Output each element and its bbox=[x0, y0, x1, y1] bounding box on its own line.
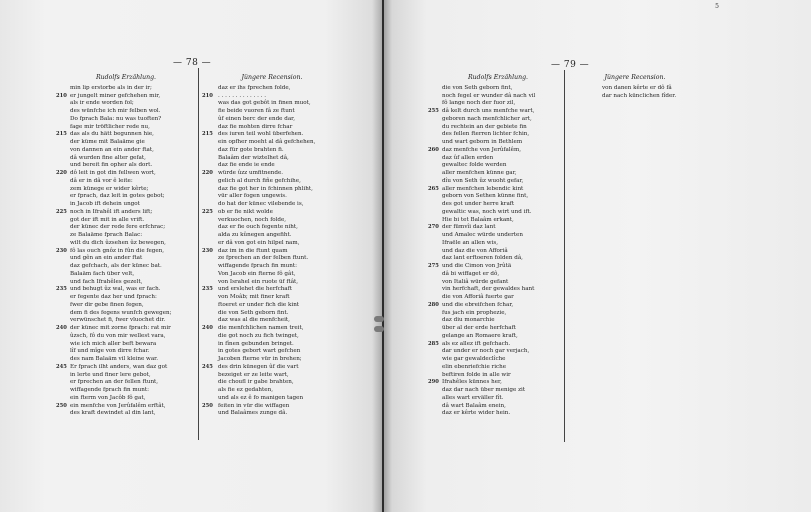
verse-text: daz diu monarchie bbox=[442, 317, 495, 324]
verse-line bbox=[428, 310, 568, 318]
verse-text: dô leit in got din fellwen wort, bbox=[70, 170, 156, 176]
line-number: 255 bbox=[428, 108, 439, 114]
verse-text: fô lange noch der fuor zil, bbox=[442, 100, 516, 107]
verse-line bbox=[428, 348, 568, 356]
verse-text: daz menfche von Jerûfalêm, bbox=[442, 146, 522, 153]
verse-line bbox=[56, 348, 196, 356]
verse-text: gelange an Romaere kraft, bbox=[442, 332, 518, 339]
verse-line bbox=[56, 271, 196, 279]
verse-line bbox=[202, 286, 338, 294]
line-number: 270 bbox=[428, 224, 439, 231]
verse-line bbox=[590, 93, 680, 101]
verse-text: daz gefchach, als der künec bat. bbox=[70, 263, 162, 269]
verse-text: dâ er in dâ vor ê leite: bbox=[70, 177, 133, 184]
line-number: 210 bbox=[202, 92, 213, 99]
verse-line bbox=[56, 310, 196, 318]
verse-line bbox=[56, 317, 196, 325]
verse-line bbox=[56, 387, 196, 395]
line-number: 245 bbox=[56, 363, 67, 370]
verse-line bbox=[428, 162, 568, 170]
verse-text: Von Jacob ein fterne fô gât, bbox=[218, 270, 296, 277]
line-number: 230 bbox=[56, 247, 67, 254]
line-number: 225 bbox=[56, 208, 67, 215]
verse-text: der künec der rede fere erfchrac; bbox=[70, 224, 166, 231]
verse-line bbox=[56, 302, 196, 310]
verse-line bbox=[56, 232, 196, 240]
verse-text: wie gar gewaldeclîche bbox=[442, 356, 506, 362]
verse-line bbox=[202, 131, 338, 139]
verse-text: daz im in die ftunt quam bbox=[218, 247, 288, 254]
verse-line bbox=[206, 240, 338, 248]
line-number: 285 bbox=[428, 340, 439, 347]
verse-line bbox=[206, 193, 338, 201]
verse-line bbox=[428, 170, 568, 178]
verse-line bbox=[202, 247, 338, 256]
verse-line bbox=[206, 294, 338, 302]
verse-text: und erslehet die herfchaft bbox=[218, 286, 292, 293]
verse-text: Balaâm der wiztelhet dâ, bbox=[218, 154, 289, 161]
line-number: 290 bbox=[428, 379, 439, 386]
column-rudolf-right bbox=[428, 74, 568, 418]
verse-line bbox=[428, 379, 568, 387]
verse-line bbox=[56, 372, 196, 380]
verse-line bbox=[56, 333, 196, 341]
verse-text: des iuren teil wohl überfehen. bbox=[218, 131, 304, 138]
verse-text: du rechtein an der gebiete fin bbox=[442, 123, 527, 130]
verse-line bbox=[56, 139, 196, 147]
verse-line bbox=[202, 363, 338, 372]
verse-line bbox=[206, 356, 338, 364]
verse-line bbox=[428, 193, 568, 201]
verse-line bbox=[206, 178, 338, 186]
verse-line bbox=[56, 209, 196, 217]
verse-text: elin ebenriefchie riche bbox=[442, 363, 507, 370]
verse-text: Do fprach Bala: nu was tuoften? bbox=[70, 115, 162, 122]
verse-line bbox=[206, 348, 338, 356]
verse-line bbox=[56, 170, 196, 178]
verse-line bbox=[206, 317, 338, 325]
verse-text: fô las ouch gnôz in fûn die fegen, bbox=[70, 247, 165, 254]
verse-line bbox=[56, 217, 196, 225]
verse-text: der künec mit zorne fprach: rat mir bbox=[70, 325, 171, 331]
verse-text: würde ûzz umfitnende. bbox=[218, 170, 284, 176]
page-number-left: — 78 — bbox=[173, 58, 212, 68]
verse-text: das als du hätt begunnen hie, bbox=[70, 131, 154, 138]
verse-text: fie beide vuoren fâ ze ftunt bbox=[218, 108, 295, 114]
verse-line bbox=[428, 317, 568, 325]
verse-text: verwünschet fi, fwer vluochet dir. bbox=[70, 317, 166, 324]
verse-text: noch fegel er wunder dâ nach vil bbox=[442, 92, 536, 99]
verse-line bbox=[428, 155, 568, 163]
verse-text: der fümvîi daz lant bbox=[442, 224, 496, 231]
verse-text: ob er fie nikt wolde bbox=[218, 208, 273, 215]
verse-line bbox=[428, 263, 568, 271]
verse-line bbox=[428, 395, 568, 403]
verse-text: wiffagende fprach fin munt: bbox=[70, 387, 149, 393]
line-number: 240 bbox=[202, 325, 213, 331]
verse-text: in lerte und finer lere gebot, bbox=[70, 371, 151, 378]
line-number: 230 bbox=[202, 247, 213, 254]
verse-text: in gotes gebort wart gefchen bbox=[218, 348, 301, 355]
verse-line bbox=[206, 124, 338, 132]
verse-text: ze Balaäme fprach Balac: bbox=[70, 232, 143, 238]
line-number: 240 bbox=[56, 325, 67, 331]
verse-text: er fegente daz her und fprach: bbox=[70, 294, 157, 300]
verse-text: daz dar nach über menige zit bbox=[442, 387, 526, 393]
verse-text: ein fterm von Jacôb fô gat, bbox=[70, 394, 146, 401]
verse-line bbox=[428, 232, 568, 240]
line-number: 260 bbox=[428, 146, 439, 153]
verse-line bbox=[56, 364, 196, 372]
verse-text: dâ wurden fine alter gefat, bbox=[70, 154, 146, 161]
verse-line bbox=[428, 201, 568, 209]
verse-line bbox=[206, 162, 338, 170]
verse-text: als fie ez gedahten, bbox=[218, 387, 273, 393]
verse-line bbox=[56, 155, 196, 163]
verse-text: wilt du dich ûzsehen ûz bewegen, bbox=[70, 239, 166, 246]
verse-line bbox=[206, 85, 338, 93]
line-number: 235 bbox=[56, 286, 67, 293]
verse-text: die choufl ir gabe brahten, bbox=[218, 379, 294, 386]
verse-line bbox=[428, 124, 568, 132]
verse-line bbox=[206, 139, 338, 147]
verse-line bbox=[206, 263, 338, 271]
verse-text: von Moâb; mit finer kraft bbox=[218, 294, 290, 300]
verse-line bbox=[206, 341, 338, 349]
verse-line bbox=[56, 201, 196, 209]
verse-line bbox=[428, 271, 568, 279]
verse-text: ze fprechen an der felben ftunt. bbox=[218, 255, 309, 262]
line-number: 280 bbox=[428, 301, 439, 308]
verse-text: die got noch zu fich twinget, bbox=[218, 332, 299, 339]
verse-line bbox=[56, 410, 196, 418]
verse-text: daz er kêrte wider hein. bbox=[442, 410, 511, 417]
verse-text: fus jach ein prophezie, bbox=[442, 309, 507, 316]
verse-text: er dâ von got ein hilpel nam, bbox=[218, 239, 300, 246]
verse-text: über al der erde herfchaft bbox=[442, 325, 516, 331]
verse-line bbox=[56, 240, 196, 248]
verse-line bbox=[56, 100, 196, 108]
verse-text: von dannen an ein ander ftat, bbox=[70, 146, 154, 153]
verse-line bbox=[56, 93, 196, 101]
verse-text: des fellen fterren lichter fchin, bbox=[442, 131, 530, 138]
verse-line bbox=[206, 201, 338, 209]
verse-text: von Israhel ein ruote üf ftât, bbox=[218, 278, 299, 285]
verse-line bbox=[56, 395, 196, 403]
verse-text: . . . . . . . . . . . . . . bbox=[218, 92, 267, 99]
verse-text: gewaltic was, noch wirt und ift. bbox=[442, 208, 532, 215]
verse-line bbox=[428, 356, 568, 364]
verse-line bbox=[206, 255, 338, 263]
verse-line bbox=[56, 224, 196, 232]
verse-line bbox=[428, 85, 568, 93]
line-number: 210 bbox=[56, 92, 67, 99]
verse-text: daz fie mohten dirre fchar bbox=[218, 123, 293, 130]
verse-line bbox=[428, 302, 568, 310]
verse-text: des kraft dewindet al din lant, bbox=[70, 410, 156, 417]
verse-text: und die ebreifchen fchar, bbox=[442, 301, 514, 308]
verse-line bbox=[428, 286, 568, 294]
verse-text: er fprach, daz leit in gotes gebot; bbox=[70, 193, 165, 200]
line-number: 225 bbox=[202, 208, 213, 215]
verse-text: er fprechen an der fellen ftunt, bbox=[70, 379, 159, 386]
verse-line bbox=[56, 108, 196, 116]
verse-text: und Balaâmes zunge dâ. bbox=[218, 410, 288, 417]
verse-text: vin herfchaft, der gewaldes hant bbox=[442, 286, 535, 293]
verse-line bbox=[206, 155, 338, 163]
page-number-right: — 79 — bbox=[551, 60, 590, 70]
verse-text: vür aller fogen ungewis. bbox=[218, 193, 287, 200]
verse-line bbox=[206, 100, 338, 108]
verse-line bbox=[206, 333, 338, 341]
verse-text: von Italiâ würde gefant bbox=[442, 278, 509, 285]
column-heading: Rudolfs Erzählung. bbox=[95, 74, 157, 81]
corner-mark: 5 bbox=[715, 3, 719, 10]
verse-line bbox=[56, 294, 196, 302]
verse-text: Hie bi tet Balaâm erkant, bbox=[442, 216, 514, 223]
verse-text: und daz die von Afforiâ bbox=[442, 247, 508, 254]
verse-text: daz fie ende ie ende bbox=[218, 162, 275, 169]
verse-text: Balaäm fach über velt, bbox=[70, 270, 135, 277]
verse-text: und gên an ein ander ftat bbox=[70, 255, 143, 262]
verse-line bbox=[206, 147, 338, 155]
verse-text: lîf und mîge von dirre fchar. bbox=[70, 348, 150, 355]
verse-line bbox=[428, 279, 568, 287]
verse-text: die von Afforiâ fuerte gar bbox=[442, 294, 514, 300]
verse-text: verkuochen, noch folde, bbox=[218, 216, 287, 223]
verse-text: in fînen gebunden bringet. bbox=[218, 340, 294, 347]
verse-text: was das got gebôt in finen muot, bbox=[218, 100, 311, 107]
verse-line bbox=[428, 100, 568, 108]
verse-line bbox=[206, 108, 338, 116]
line-number: 250 bbox=[202, 402, 213, 409]
verse-line bbox=[428, 387, 568, 395]
verse-text: und behugt ûz wal, was er fach. bbox=[70, 286, 161, 293]
verse-line bbox=[206, 395, 338, 403]
verse-text: Jacoben fterne vür in brehen; bbox=[218, 356, 302, 362]
verse-line bbox=[56, 356, 196, 364]
column-rudolf-left bbox=[56, 74, 196, 418]
verse-text: er jungelt miner gefchehen mir, bbox=[70, 92, 161, 99]
verse-line bbox=[428, 224, 568, 232]
verse-line bbox=[206, 116, 338, 124]
verse-line bbox=[56, 193, 196, 201]
verse-text: ein opfher moeht al dâ gefchehen, bbox=[218, 139, 316, 145]
verse-line bbox=[206, 224, 338, 232]
verse-text: als ez allez ift gefchach. bbox=[442, 340, 511, 347]
verse-line bbox=[206, 232, 338, 240]
verse-text: die von Seth geborn fint. bbox=[218, 309, 289, 316]
verse-line bbox=[202, 208, 338, 217]
verse-line bbox=[56, 147, 196, 155]
verse-text: daz er fie ouch fegente niht, bbox=[218, 224, 298, 231]
verse-text: von danen kêrte er dô fâ bbox=[602, 84, 672, 91]
verse-text: dâ bi wiffaget er dô, bbox=[442, 270, 500, 277]
verse-text: ûzsch, fô du von mir wellest vara, bbox=[70, 332, 166, 339]
verse-text: beftiren folde in alle wir bbox=[442, 371, 511, 378]
verse-line bbox=[56, 403, 196, 411]
verse-text: des nam Balaäm vil kleine war. bbox=[70, 356, 158, 362]
binding-hole bbox=[374, 316, 384, 322]
verse-text: daz was al die menfcheit, bbox=[218, 317, 290, 324]
verse-line bbox=[206, 217, 338, 225]
verse-line bbox=[428, 108, 568, 116]
column-heading: Rudolfs Erzählung. bbox=[467, 74, 529, 81]
verse-line bbox=[206, 186, 338, 194]
line-number: 235 bbox=[202, 286, 213, 293]
line-number: 275 bbox=[428, 263, 439, 269]
verse-text: daz für gote brahten fi. bbox=[218, 146, 284, 153]
verse-text: in Jacob ift dehein ungot bbox=[70, 201, 140, 207]
verse-text: noch in Ifrahêl ift anders lift; bbox=[70, 208, 153, 215]
verse-line bbox=[428, 364, 568, 372]
verse-line bbox=[56, 85, 196, 93]
verse-line bbox=[56, 131, 196, 139]
verse-line bbox=[428, 333, 568, 341]
verse-text: und die Cimon von Jrûtä bbox=[442, 263, 512, 269]
verse-text: feiten in vür die wiffagen bbox=[218, 402, 290, 409]
line-number: 245 bbox=[202, 363, 213, 370]
verse-text: fage mir tröftlicher rede nu, bbox=[70, 123, 150, 130]
verse-line bbox=[590, 85, 680, 93]
verse-text: aller menfchen lebendic kint bbox=[442, 185, 524, 192]
verse-line bbox=[428, 131, 568, 139]
verse-text: zem künege er wider kêrte; bbox=[70, 185, 149, 192]
verse-line bbox=[428, 147, 568, 155]
verse-text: gelich al durch fiñe gefchihe, bbox=[218, 177, 301, 184]
verse-line bbox=[428, 139, 568, 147]
line-number: 250 bbox=[56, 402, 67, 409]
verse-line bbox=[428, 186, 568, 194]
verse-text: Ifraële an allen wis, bbox=[442, 239, 499, 246]
verse-line bbox=[206, 372, 338, 380]
verse-text: des drin künegen ûf die vart bbox=[218, 363, 299, 370]
verse-text: und wart geborn in Bethlem bbox=[442, 139, 523, 145]
line-number: 220 bbox=[202, 170, 213, 176]
verse-line bbox=[428, 209, 568, 217]
verse-text: dar nach künclichen fîder. bbox=[602, 92, 677, 99]
verse-line bbox=[428, 255, 568, 263]
verse-text: alda zu kûnegen angefiht. bbox=[218, 232, 292, 238]
verse-line bbox=[428, 410, 568, 418]
line-number: 215 bbox=[56, 131, 67, 138]
verse-line bbox=[202, 325, 338, 333]
verse-text: und fach Ifrahêles gezelt, bbox=[70, 278, 143, 285]
line-number: 265 bbox=[428, 185, 439, 192]
verse-line bbox=[428, 178, 568, 186]
verse-text: bezeiget er ze leite wart, bbox=[218, 371, 289, 378]
column-recension-left bbox=[202, 74, 338, 418]
verse-text: daz lant erftoeren folden dâ, bbox=[442, 255, 523, 262]
verse-text: fwer dir gebe finen fegen, bbox=[70, 301, 144, 308]
verse-text: wiffagende fprach fin munt: bbox=[218, 263, 297, 269]
verse-line bbox=[56, 178, 196, 186]
verse-line bbox=[206, 279, 338, 287]
verse-text: ein menfche von Jerûfalêm erftât, bbox=[70, 402, 166, 409]
verse-text: und bereit fin opher als dort. bbox=[70, 162, 153, 169]
verse-text: daz ûf allen erden bbox=[442, 154, 494, 161]
verse-line bbox=[428, 240, 568, 248]
verse-line bbox=[202, 170, 338, 178]
binding-hole bbox=[374, 326, 384, 332]
verse-text: als ir ende worden fol; bbox=[70, 100, 134, 107]
verse-line bbox=[56, 186, 196, 194]
verse-line bbox=[206, 302, 338, 310]
verse-text: geboren nach menfchlicher art, bbox=[442, 115, 532, 122]
verse-line bbox=[206, 410, 338, 418]
verse-line bbox=[206, 271, 338, 279]
verse-text: dâ kelt durch uns menfche wart, bbox=[442, 108, 535, 114]
verse-line bbox=[206, 310, 338, 318]
line-number: 215 bbox=[202, 131, 213, 138]
column-heading: Jüngere Recension. bbox=[241, 74, 303, 81]
verse-text: ûf einen berc der ende dar, bbox=[218, 115, 295, 122]
verse-text: Er fprach ilht anders, wan daz got bbox=[70, 363, 168, 370]
verse-line bbox=[56, 286, 196, 294]
line-number: 220 bbox=[56, 170, 67, 176]
verse-text: der küme mit Balaäme gie bbox=[70, 139, 145, 145]
column-recension-right bbox=[590, 74, 680, 100]
verse-line bbox=[206, 387, 338, 395]
verse-text: Ifrahêles künnes her, bbox=[442, 379, 502, 386]
verse-line bbox=[428, 294, 568, 302]
verse-line bbox=[56, 162, 196, 170]
verse-line bbox=[428, 116, 568, 124]
verse-text: des got under herre kraft bbox=[442, 201, 515, 207]
verse-text: ftoeret er under fich die kint bbox=[218, 301, 300, 308]
verse-line bbox=[428, 325, 568, 333]
verse-line bbox=[206, 379, 338, 387]
verse-text: gewaltec folde werden bbox=[442, 162, 507, 169]
verse-line bbox=[56, 263, 196, 271]
verse-text: dâ wart Balaâm enein, bbox=[442, 402, 506, 409]
verse-text: daz er ihs fprechen folde, bbox=[218, 84, 291, 91]
verse-text: und Amalec würde underten bbox=[442, 232, 523, 238]
column-heading: Jüngere Recension. bbox=[604, 74, 666, 81]
verse-text: dem fi des fegens wunfch gewegen; bbox=[70, 309, 172, 316]
verse-line bbox=[56, 255, 196, 263]
verse-text: do hat der künec vilebende is, bbox=[218, 201, 304, 207]
left-page bbox=[0, 0, 382, 512]
verse-text: min lip erstorbe als in der ir; bbox=[70, 84, 152, 91]
verse-text: des wünfche ich mir felben wol. bbox=[70, 108, 161, 114]
verse-text: daz fie got her in fchinnen phliht, bbox=[218, 185, 313, 192]
verse-text: aller menfchen künne gar, bbox=[442, 170, 517, 176]
verse-text: alles wart erväller fît. bbox=[442, 394, 504, 401]
verse-line bbox=[56, 116, 196, 124]
verse-line bbox=[56, 325, 196, 333]
verse-text: geborn von Sethen künne fint, bbox=[442, 193, 529, 200]
verse-text: wie ich mich aller beft bewara bbox=[70, 340, 157, 347]
verse-text: die menfchlichen namen treit, bbox=[218, 325, 304, 331]
verse-text: got der ift mit in alle vrift. bbox=[70, 216, 145, 223]
verse-text: die von Seth geborn fint, bbox=[442, 84, 513, 91]
verse-line bbox=[428, 341, 568, 349]
verse-text: dîu von Seth ûz wuoht gefar, bbox=[442, 177, 524, 184]
verse-line bbox=[56, 379, 196, 387]
column-divider bbox=[198, 68, 199, 440]
verse-line bbox=[56, 124, 196, 132]
verse-text: und als ez ê fo manigen tagen bbox=[218, 394, 304, 401]
book-gutter bbox=[372, 0, 392, 512]
verse-text: dar under er noch gar verjach, bbox=[442, 348, 530, 355]
